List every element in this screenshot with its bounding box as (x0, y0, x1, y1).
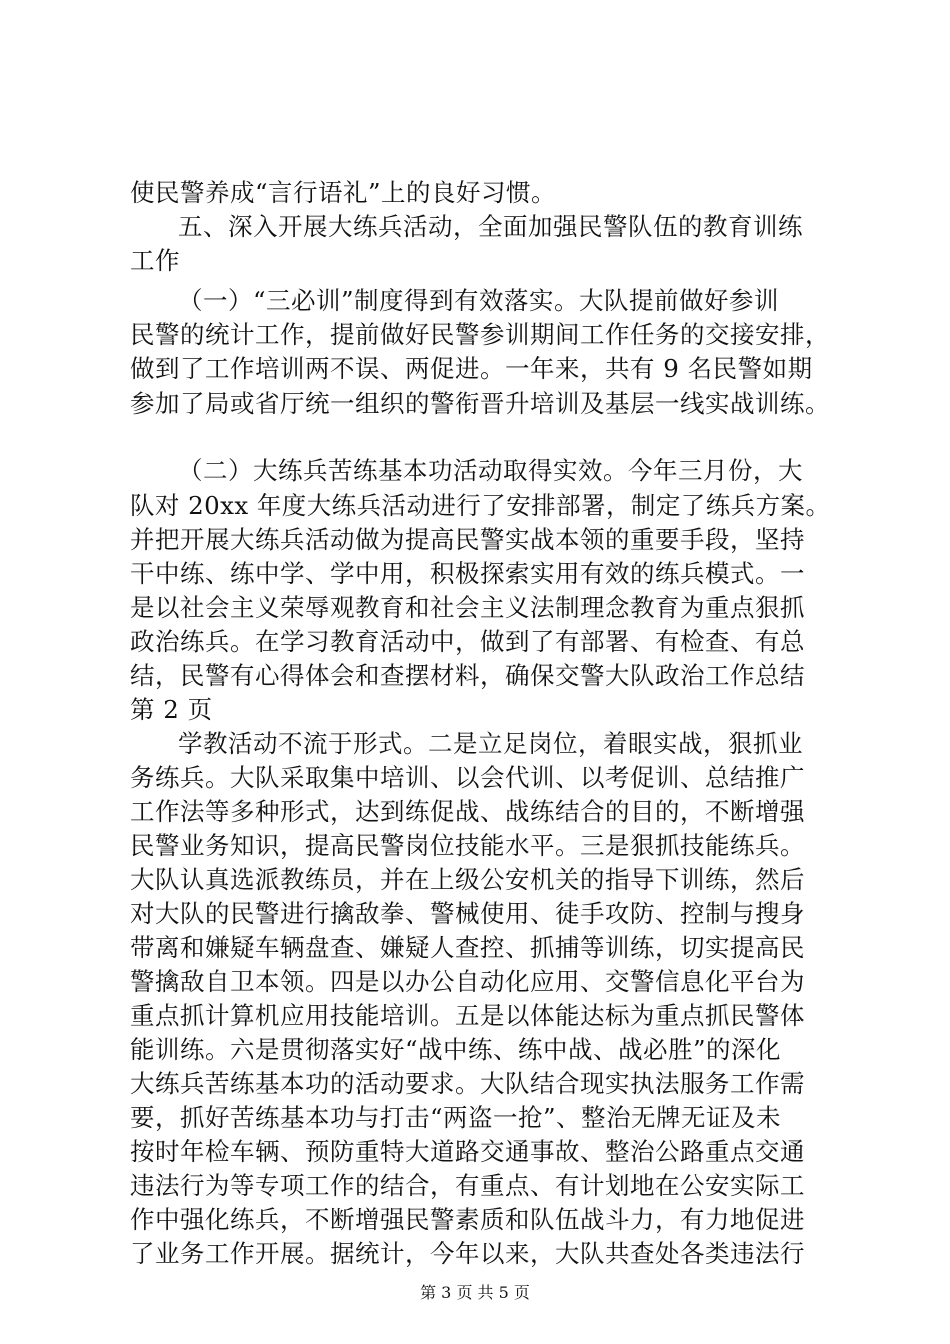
text-line: 带离和嫌疑车辆盘查、嫌疑人查控、抓捕等训练，切实提高民 (130, 933, 805, 962)
text-line: 工作法等多种形式，达到练促战、战练结合的目的，不断增强 (130, 797, 805, 826)
text-line: （二）大练兵苦练基本功活动取得实效。今年三月份，大 (178, 456, 803, 485)
inline-page-marker: 第 2 页 (130, 695, 213, 724)
text-line: 并把开展大练兵活动做为提高民警实战本领的重要手段，坚持 (130, 525, 805, 554)
section-heading-cont: 工作 (130, 246, 180, 275)
section-heading: 五、深入开展大练兵活动，全面加强民警队伍的教育训练 (178, 212, 803, 241)
text-line: 大练兵苦练基本功的活动要求。大队结合现实执法服务工作需 (130, 1069, 805, 1098)
text-line: 能训练。六是贯彻落实好“战中练、练中战、战必胜”的深化 (130, 1035, 782, 1064)
text-line: 民警的统计工作，提前做好民警参训期间工作任务的交接安排， (130, 320, 830, 349)
text-line: 要，抓好苦练基本功与打击“两盗一抢”、整治无牌无证及未 (130, 1103, 782, 1132)
text-line: 重点抓计算机应用技能培训。五是以体能达标为重点抓民警体 (130, 1001, 805, 1030)
text-line: 结，民警有心得体会和查摆材料，确保交警大队政治工作总结 (130, 661, 805, 690)
text-line: 使民警养成“言行语礼”上的良好习惯。 (130, 178, 557, 207)
text-line: 是以社会主义荣辱观教育和社会主义法制理念教育为重点狠抓 (130, 593, 805, 622)
text-line: 政治练兵。在学习教育活动中，做到了有部署、有检查、有总 (130, 627, 805, 656)
text-line: 做到了工作培训两不误、两促进。一年来，共有 9 名民警如期 (130, 354, 813, 383)
text-line: 作中强化练兵，不断增强民警素质和队伍战斗力，有力地促进 (130, 1205, 805, 1234)
text-line: 学教活动不流于形式。二是立足岗位，着眼实战，狠抓业 (178, 729, 803, 758)
text-line: （一）“三必训”制度得到有效落实。大队提前做好参训 (178, 286, 780, 315)
text-line: 大队认真选派教练员，并在上级公安机关的指导下训练，然后 (130, 865, 805, 894)
text-line: 警擒敌自卫本领。四是以办公自动化应用、交警信息化平台为 (130, 967, 805, 996)
text-line: 务练兵。大队采取集中培训、以会代训、以考促训、总结推广 (130, 763, 805, 792)
text-line: 违法行为等专项工作的结合，有重点、有计划地在公安实际工 (130, 1171, 805, 1200)
text-line: 按时年检车辆、预防重特大道路交通事故、整治公路重点交通 (130, 1137, 805, 1166)
text-line: 对大队的民警进行擒敌拳、警械使用、徒手攻防、控制与搜身 (130, 899, 805, 928)
text-line: 队对 20xx 年度大练兵活动进行了安排部署，制定了练兵方案。 (130, 491, 831, 520)
text-line: 参加了局或省厅统一组织的警衔晋升培训及基层一线实战训练。 (130, 389, 830, 418)
text-line: 干中练、练中学、学中用，积极探索实用有效的练兵模式。一 (130, 559, 805, 588)
page-footer: 第 3 页 共 5 页 (420, 1283, 530, 1302)
text-line: 了业务工作开展。据统计，今年以来，大队共查处各类违法行 (130, 1239, 805, 1268)
text-line: 民警业务知识，提高民警岗位技能水平。三是狠抓技能练兵。 (130, 831, 805, 860)
